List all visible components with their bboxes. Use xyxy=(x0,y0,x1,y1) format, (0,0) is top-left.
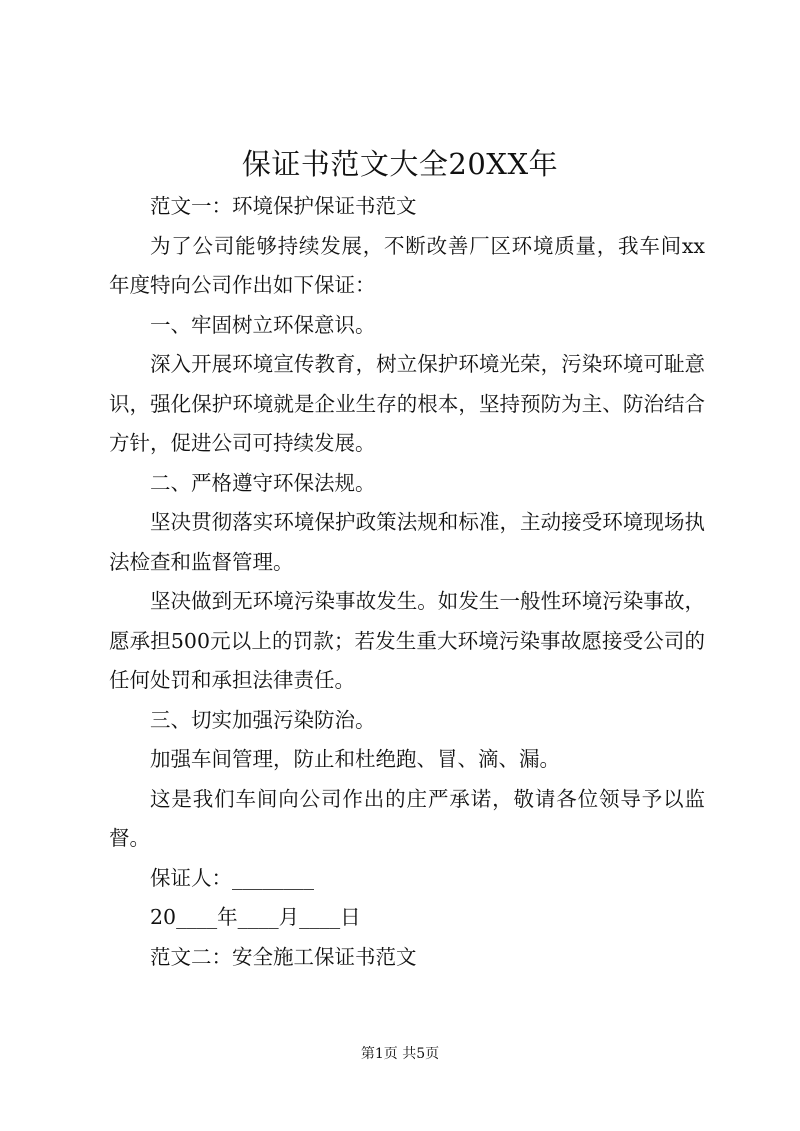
signature-line: 保证人：________ xyxy=(150,865,314,890)
page-footer: 第1页 共5页 xyxy=(360,1046,440,1062)
section-heading-sample-one: 范文一：环境保护保证书范文 xyxy=(150,194,417,218)
date-line: 20____年____月____日 xyxy=(150,905,361,929)
item-heading-two: 二、严格遵守环保法规。 xyxy=(150,470,376,495)
paragraph-management: 加强车间管理，防止和杜绝跑、冒、滴、漏。 xyxy=(150,747,560,771)
paragraph-commitment: 这是我们车间向公司作出的庄严承诺，敬请各位领导予以监督。 xyxy=(109,786,705,850)
section-heading-sample-two: 范文二：安全施工保证书范文 xyxy=(150,944,417,969)
document-title: 保证书范文大全20XX年 xyxy=(241,147,559,181)
paragraph-intro: 为了公司能够持续发展，不断改善厂区环境质量，我车间xx年度特向公司作出如下保证： xyxy=(109,233,705,297)
document-body xyxy=(109,187,705,977)
item-heading-three: 三、切实加强污染防治。 xyxy=(150,707,376,732)
item-heading-one: 一、牢固树立环保意识。 xyxy=(150,312,376,337)
paragraph-regulations: 坚决贯彻落实环境保护政策法规和标准，主动接受环境现场执法检查和监督管理。 xyxy=(109,510,705,574)
paragraph-penalty: 坚决做到无环境污染事故发生。如发生一般性环境污染事故，愿承担500元以上的罚款；若发生重大环境污染事故愿接受公司的任何处罚和承担法律责任。 xyxy=(109,589,705,692)
paragraph-awareness: 深入开展环境宣传教育，树立保护环境光荣，污染环境可耻意识，强化保护环境就是企业生存的根本，坚持预防为主、防治结合方针，促进公司可持续发展。 xyxy=(109,352,705,455)
